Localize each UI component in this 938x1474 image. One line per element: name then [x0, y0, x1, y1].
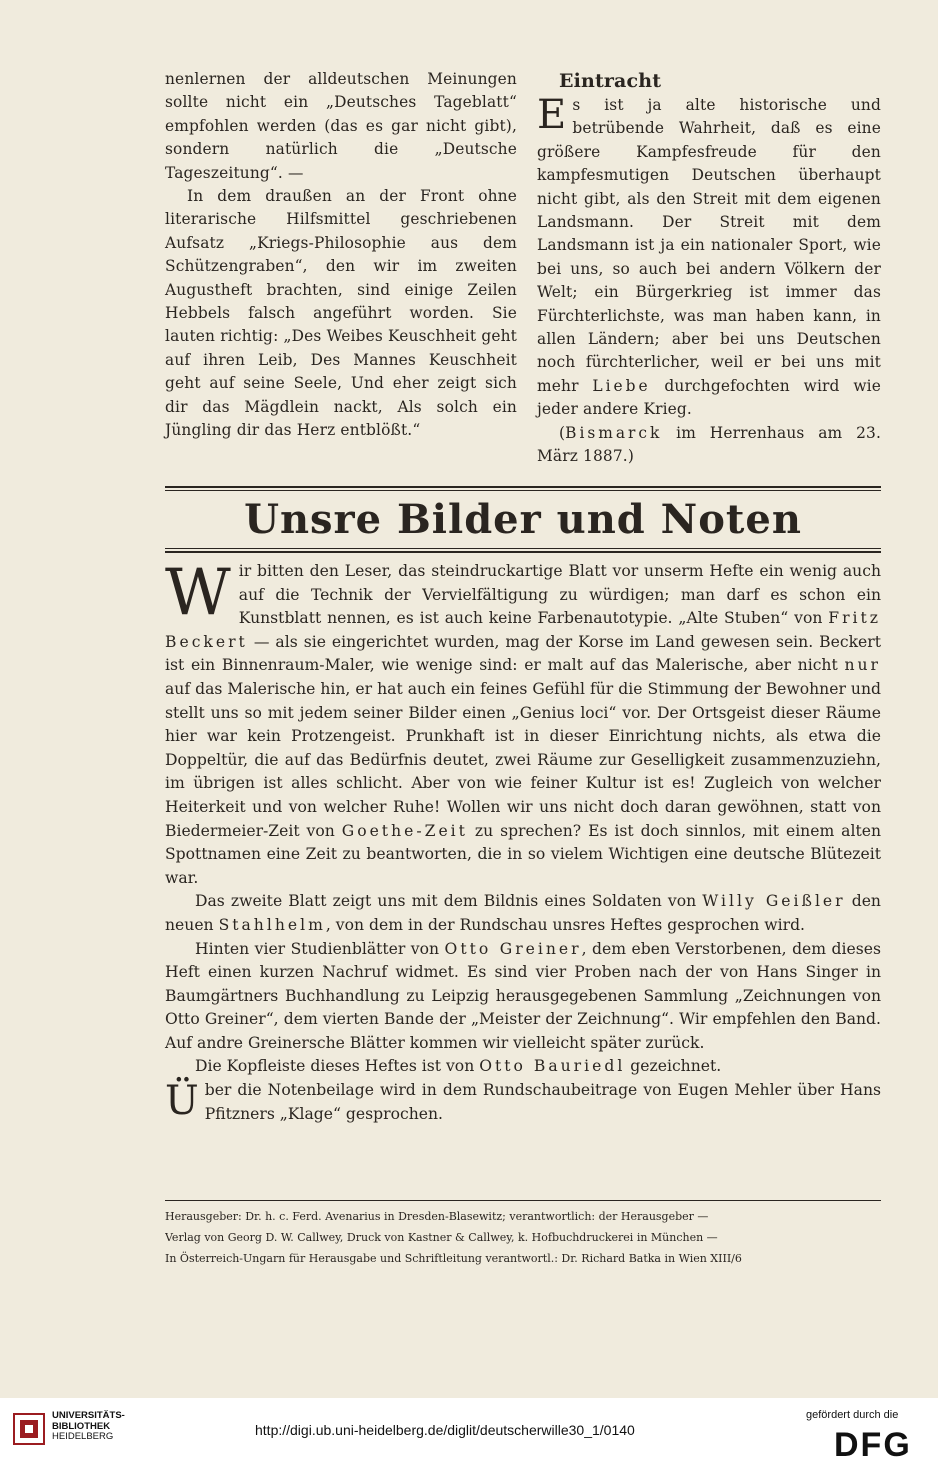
emphasis-stahlhelm: Stahlhelm: [218, 915, 326, 934]
library-line: HEIDELBERG: [52, 1431, 114, 1442]
dfg-logo: DFG: [834, 1426, 912, 1464]
left-column: [165, 68, 517, 443]
imprint-line: In Österreich-Ungarn für Herausgabe und Schriftleitung verantwortl.: Dr. Richard Batka in Wien XIII/6: [165, 1252, 742, 1265]
library-line: BIBLIOTHEK: [52, 1420, 111, 1432]
digitization-footer: [0, 1398, 938, 1474]
body-text: Die Kopfleiste dieses Heftes ist von: [195, 1057, 475, 1076]
right-column: [537, 68, 881, 469]
library-name: [52, 1411, 125, 1443]
title-rule-top: [165, 486, 881, 488]
body-text: auf das Malerische hin, er hat auch ein feines Gefühl für die Stimmung der Bewohner und stellt uns so mit jedem seiner Bilder einen „Genius loci“ vor. Der Ortsgeist dieser Räume hier war kein Protzengeist. Prunkhaft ist in dieser Einrichtung nichts, als etwa die Doppeltür, die auf das Bedürfnis deutet, zwei Räume zur Geselligkeit zusammenzuziehn, im übrigen ist alles schlicht. Aber von wie feiner Kultur ist es! Zugleich von welcher Heiterkeit und von welcher Ruhe! Wollen wir uns nicht doch daran gewöhnen, statt von Biedermeier-Zeit von: [165, 679, 881, 840]
section-heading-eintracht: Eintracht: [559, 70, 662, 92]
emphasis-goethe-zeit: Goethe-Zeit: [341, 821, 468, 840]
artist-name-bauriedl: Otto Bauriedl: [479, 1057, 626, 1076]
citation: [537, 422, 881, 469]
body-text: den neuen: [165, 892, 881, 934]
university-library-logo-icon: [12, 1412, 46, 1446]
emphasis-liebe: Liebe: [592, 376, 651, 395]
imprint: [165, 1206, 881, 1269]
body-paragraph-4: [165, 1055, 881, 1079]
left-paragraph-1: nenlernen der alldeutschen Meinungen sollte nicht ein „Deutsches Tageblatt“ empfohlen werden (das es gar nicht gibt), sondern natürlich die „Deutsche Tageszeitung“. —: [165, 70, 517, 182]
body-paragraph-3: [165, 938, 881, 1056]
article-body: [165, 556, 882, 1126]
title-rule-bottom-thin: [165, 548, 881, 549]
citation-rest: im Herrenhaus am 23. März 1887.): [537, 423, 882, 466]
body-text: Das zweite Blatt zeigt uns mit dem Bildnis eines Soldaten von: [195, 892, 697, 911]
body-text: zu sprechen? Es ist doch sinnlos, mit einem alten Spottnamen eine Zeit zu beantworten, die in so vielem Wichtigen eine deutsche Blütezeit war.: [165, 821, 881, 887]
body-paragraph-1: [165, 556, 882, 890]
artist-name-beckert: Fritz Beckert: [165, 609, 882, 651]
eintracht-paragraph: [537, 94, 881, 422]
source-url-link[interactable]: http://digi.ub.uni-heidelberg.de/diglit/deutscherwille30_1/0140: [255, 1422, 635, 1438]
eintracht-text: s ist ja alte historische und betrübende Wahrheit, daß es eine größere Kampfesfreude für den kampfesmutigen Deutschen überhaupt nicht gibt, als den Streit mit dem eigenen Landsmann. Der Streit mit dem Landsmann ist ja ein nationaler Sport, wie bei uns, so auch bei andern Völkern der Welt; ein Bürgerkrieg ist immer das Fürchterlichste, was man haben kann, in allen Ländern; aber bei uns Deutschen noch fürchterlicher, weil er bei uns mit mehr: [537, 96, 881, 395]
citation-paren: (: [559, 423, 566, 442]
body-text: gezeichnet.: [630, 1057, 722, 1076]
drop-cap-e: E: [537, 92, 567, 138]
body-paragraph-2: [165, 890, 881, 937]
drop-cap-w: W: [165, 556, 231, 630]
imprint-line: Herausgeber: Dr. h. c. Ferd. Avenarius in Dresden-Blasewitz; verantwortlich: der Herausgeber —: [165, 1210, 709, 1223]
body-text: ber die Notenbeilage wird in dem Rundschaubeitrage von Eugen Mehler über Hans Pfitzners „Klage“ gesprochen.: [204, 1081, 881, 1123]
title-rule-bottom: [165, 551, 881, 553]
title-rule-top-thin: [165, 490, 881, 491]
body-text: , dem eben Verstorbenen, dem dieses Heft einen kurzen Nachruf widmet. Es sind vier Proben nach der von Hans Singer in Baumgärtners Buchhandlung zu Leipzig herausgegebenen Sammlung „Zeichnungen von Otto Greiner“, dem vierten Bande der „Meister der Zeichnung“. Wir empfehlen den Band. Auf andre Greinersche Blätter kommen wir vielleicht später zurück.: [165, 939, 881, 1052]
imprint-line: Verlag von Georg D. W. Callwey, Druck von Kastner & Callwey, k. Hofbuchdruckerei in München —: [165, 1231, 718, 1244]
body-text: — als sie eingerichtet wurden, mag der Korse im Land gewesen sein. Beckert ist ein Binnenraum-Maler, wie wenige sind: er malt auf das Malerische, aber nicht: [165, 632, 881, 675]
body-text: , von dem in der Rundschau unsres Heftes gesprochen wird.: [325, 915, 806, 934]
artist-name-greiner: Otto Greiner: [444, 939, 582, 958]
body-text: ir bitten den Leser, das steindruckartige Blatt vor unserm Hefte ein wenig auch auf die Technik der Vervielfältigung zu würdigen; man darf es schon ein Kunstblatt nennen, es ist auch keine Farbenautotypie. „Alte Stuben“ von: [238, 562, 881, 628]
citation-name: Bismarck: [565, 423, 663, 442]
library-line: UNIVERSITÄTS-: [52, 1410, 125, 1421]
imprint-rule: [165, 1200, 881, 1201]
body-paragraph-5: [165, 1079, 881, 1126]
section-title: Unsre Bilder und Noten: [244, 496, 802, 543]
artist-name-geissler: Willy Geißler: [702, 892, 846, 911]
eintracht-text-end: durchgefochten wird wie jeder andere Krieg.: [537, 376, 882, 419]
emphasis-nur: nur: [844, 656, 881, 675]
funded-by-label: gefördert durch die: [806, 1409, 899, 1421]
body-text: Hinten vier Studienblätter von: [195, 939, 440, 958]
drop-cap-u: Ü: [165, 1078, 199, 1125]
left-paragraph-2: In dem draußen an der Front ohne literarische Hilfsmittel geschriebenen Aufsatz „Kriegs-Philosophie aus dem Schützengraben“, den wir im zweiten Augustheft brachten, sind einige Zeilen Hebbels falsch angeführt worden. Sie lauten richtig: „Des Weibes Keuschheit geht auf ihren Leib, Des Mannes Keuschheit geht auf seine Seele, Und eher zeigt sich dir das Mägdlein nackt, Als solch ein Jüngling dir das Herz entblößt.“: [165, 187, 517, 440]
